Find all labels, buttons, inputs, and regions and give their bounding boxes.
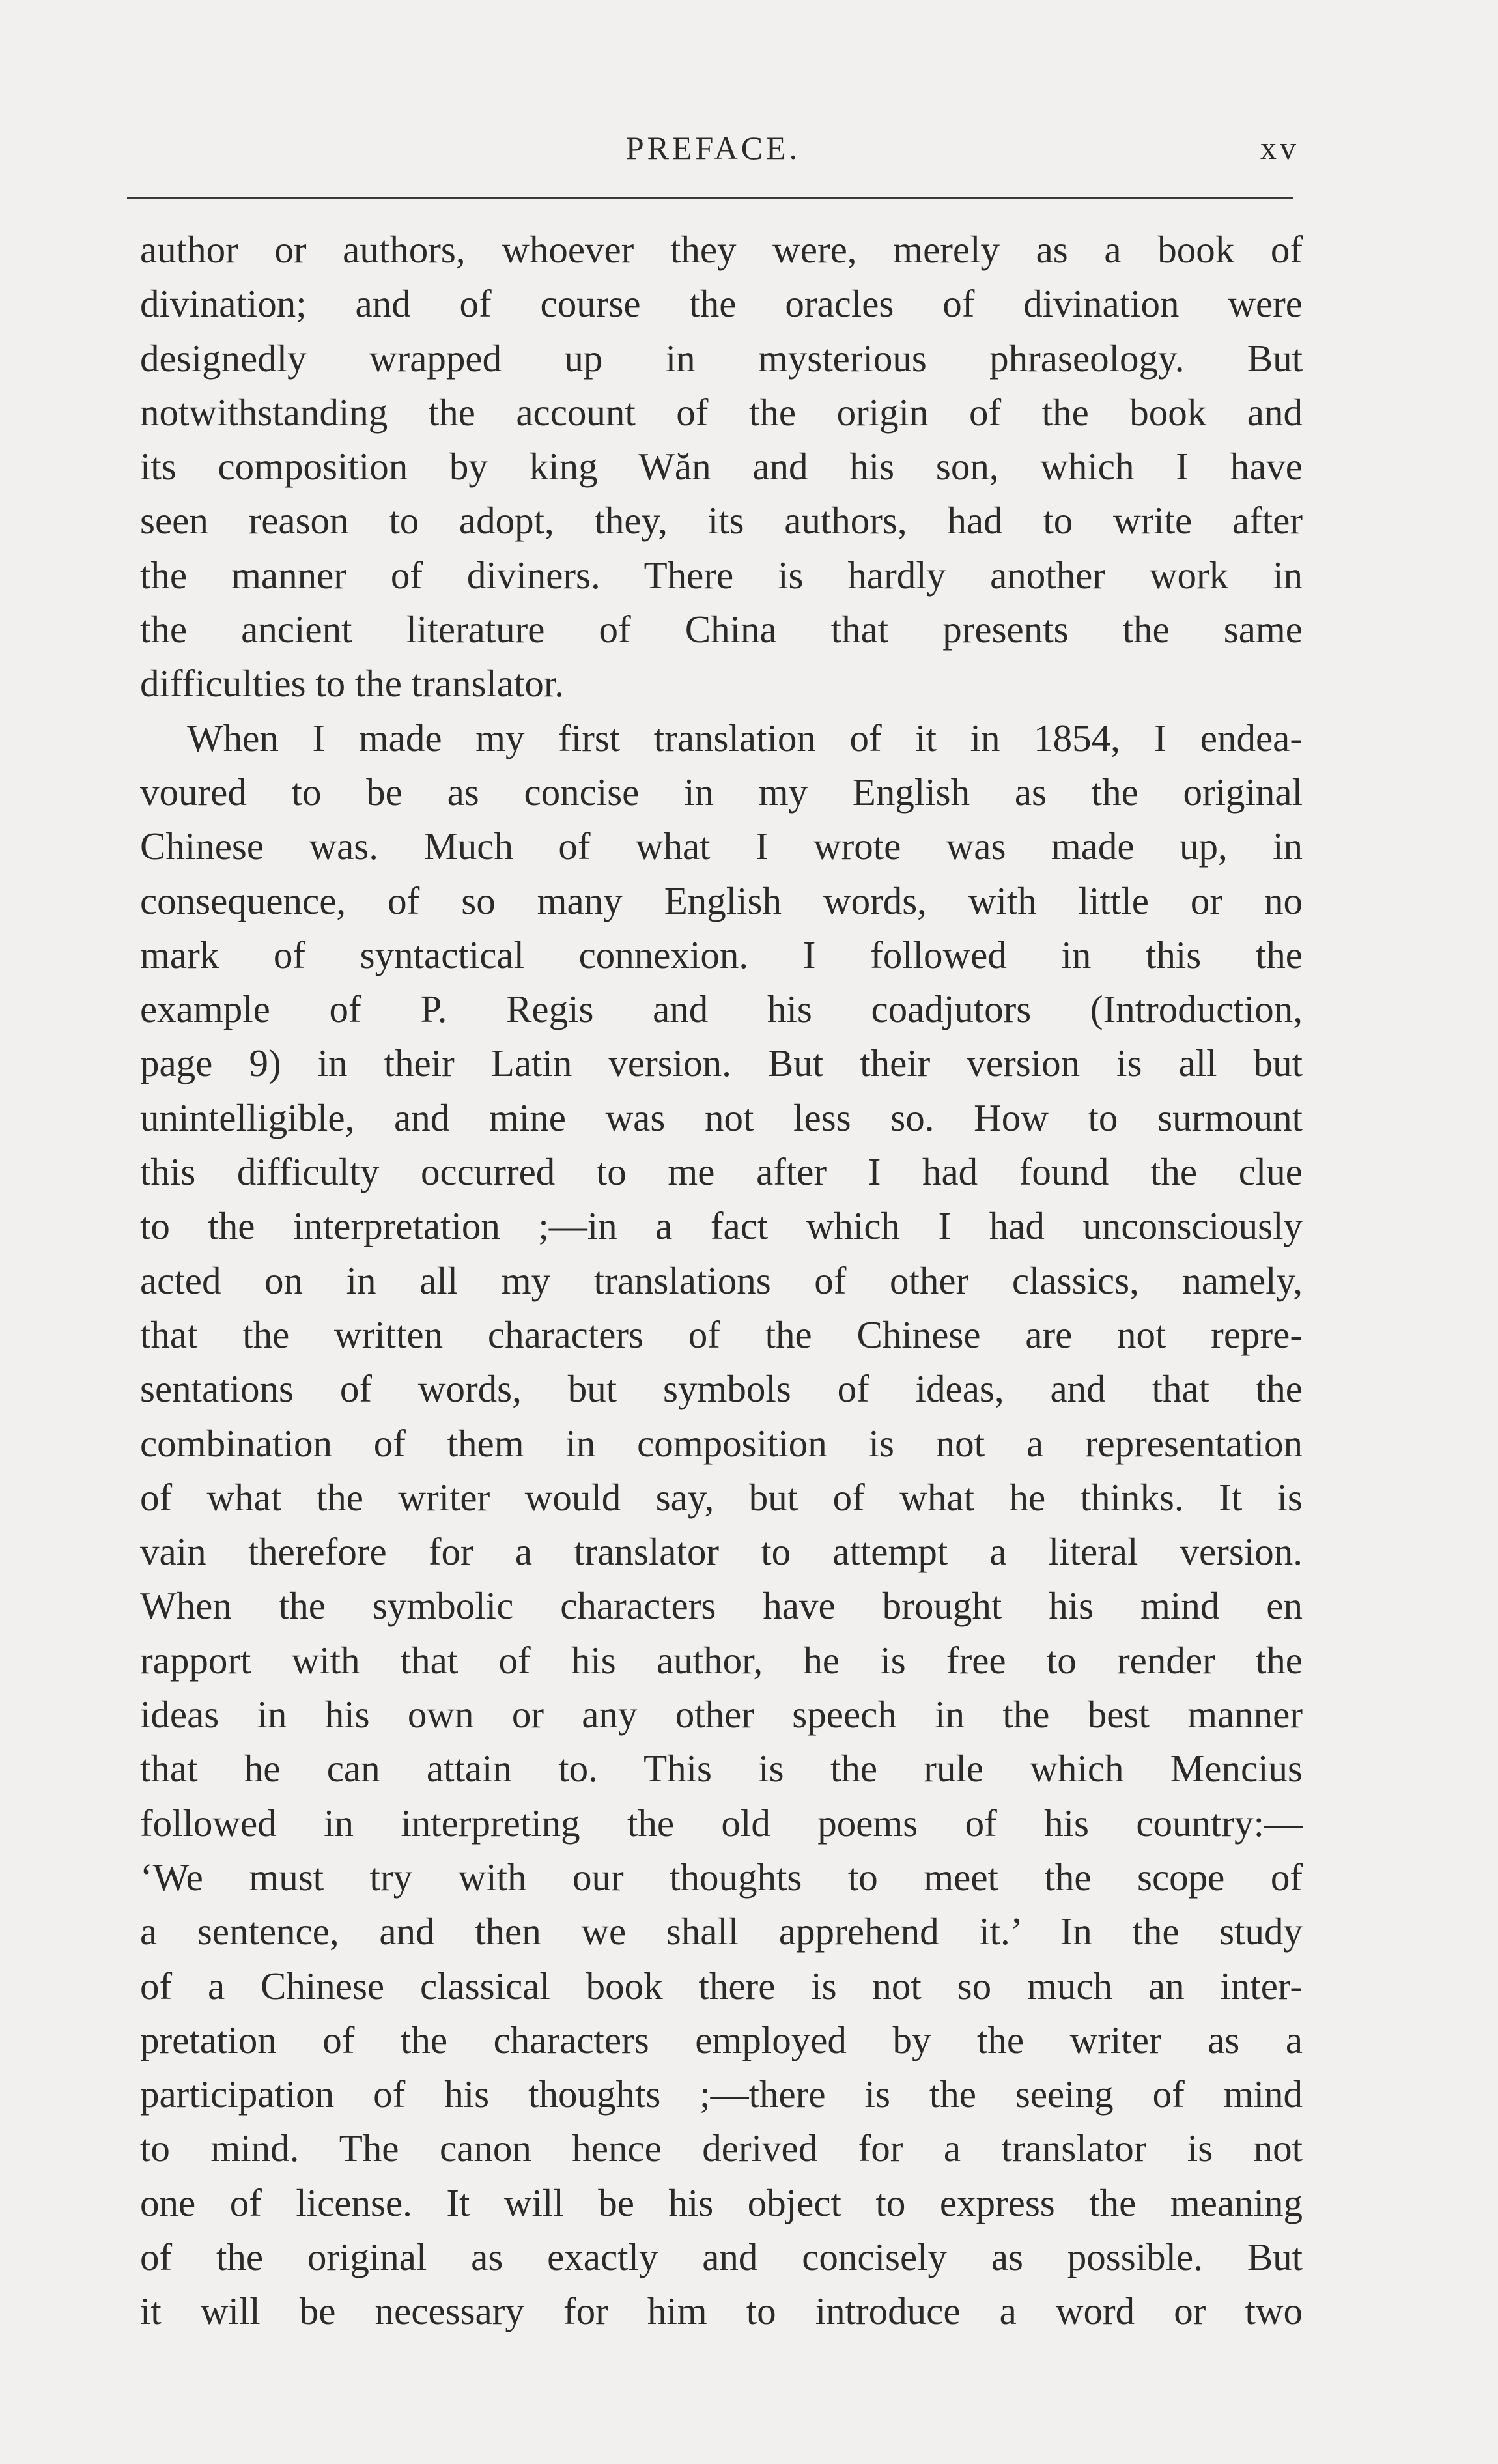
text-line: author or authors, whoever they were, merely as a book of — [140, 228, 1303, 271]
text-line: mark of syntactical connexion. I followed in this the — [140, 933, 1303, 976]
text-line: designedly wrapped up in mysterious phraseology. But — [140, 336, 1303, 380]
body-text — [140, 223, 1303, 2339]
text-line: difficulties to the translator. — [140, 662, 565, 705]
text-line: combination of them in composition is not a representation — [140, 1421, 1303, 1465]
text-line: this difficulty occurred to me after I had found the clue — [140, 1150, 1303, 1194]
page-number: xv — [1260, 130, 1299, 166]
text-line: When I made my first translation of it in 1854, I endea- — [187, 716, 1303, 759]
text-line: one of license. It will be his object to express the meaning — [140, 2181, 1303, 2224]
text-line: that he can attain to. This is the rule which Mencius — [140, 1747, 1303, 1791]
text-line: divination; and of course the oracles of divination were — [140, 282, 1303, 326]
text-line: its composition by king Wăn and his son, which I have — [140, 445, 1303, 489]
text-line: to the interpretation ;—in a fact which I had unconsciously — [140, 1204, 1303, 1248]
text-line: of the original as exactly and concisely as possible. But — [140, 2235, 1303, 2278]
text-line: followed in interpreting the old poems of his country:— — [140, 1801, 1303, 1845]
header-rule — [127, 197, 1293, 199]
running-title: PREFACE. — [625, 130, 801, 166]
text-line: seen reason to adopt, they, its authors, had to write after — [140, 499, 1303, 543]
text-line: to mind. The canon hence derived for a translator is not — [140, 2127, 1303, 2170]
text-line: Chinese was. Much of what I wrote was made up, in — [140, 825, 1303, 868]
text-line: ideas in his own or any other speech in the best manner — [140, 1693, 1303, 1736]
text-line: unintelligible, and mine was not less so. How to surmount — [140, 1096, 1303, 1139]
text-line: it will be necessary for him to introduce a word or two — [140, 2289, 1303, 2333]
text-line: consequence, of so many English words, with little or no — [140, 879, 1303, 922]
running-head — [127, 125, 1299, 171]
text-line: of a Chinese classical book there is not so much an inter- — [140, 1964, 1303, 2007]
text-line: pretation of the characters employed by the writer as a — [140, 2018, 1303, 2061]
text-line: page 9) in their Latin version. But their version is all but — [140, 1041, 1303, 1085]
text-line: acted on in all my translations of other classics, namely, — [140, 1258, 1303, 1302]
text-line: that the written characters of the Chinese are not repre- — [140, 1312, 1303, 1356]
text-line: notwithstanding the account of the origin of the book and — [140, 390, 1303, 434]
text-line: participation of his thoughts ;—there is the seeing of mind — [140, 2073, 1303, 2116]
text-line: the ancient literature of China that presents the same — [140, 608, 1303, 651]
text-line: When the symbolic characters have brought his mind en — [140, 1584, 1303, 1628]
text-line: vain therefore for a translator to attempt a literal version. — [140, 1530, 1303, 1574]
text-line: sentations of words, but symbols of ideas, and that the — [140, 1367, 1303, 1411]
text-line: voured to be as concise in my English as the original — [140, 770, 1303, 814]
text-line: ‘We must try with our thoughts to meet the scope of — [140, 1855, 1303, 1899]
text-line: the manner of diviners. There is hardly another work in — [140, 553, 1303, 597]
text-line: a sentence, and then we shall apprehend it.’ In the study — [140, 1910, 1303, 1953]
text-line: rapport with that of his author, he is free to render the — [140, 1638, 1303, 1682]
text-line: example of P. Regis and his coadjutors (Introduction, — [140, 987, 1303, 1031]
text-line: of what the writer would say, but of what he thinks. It is — [140, 1475, 1303, 1519]
